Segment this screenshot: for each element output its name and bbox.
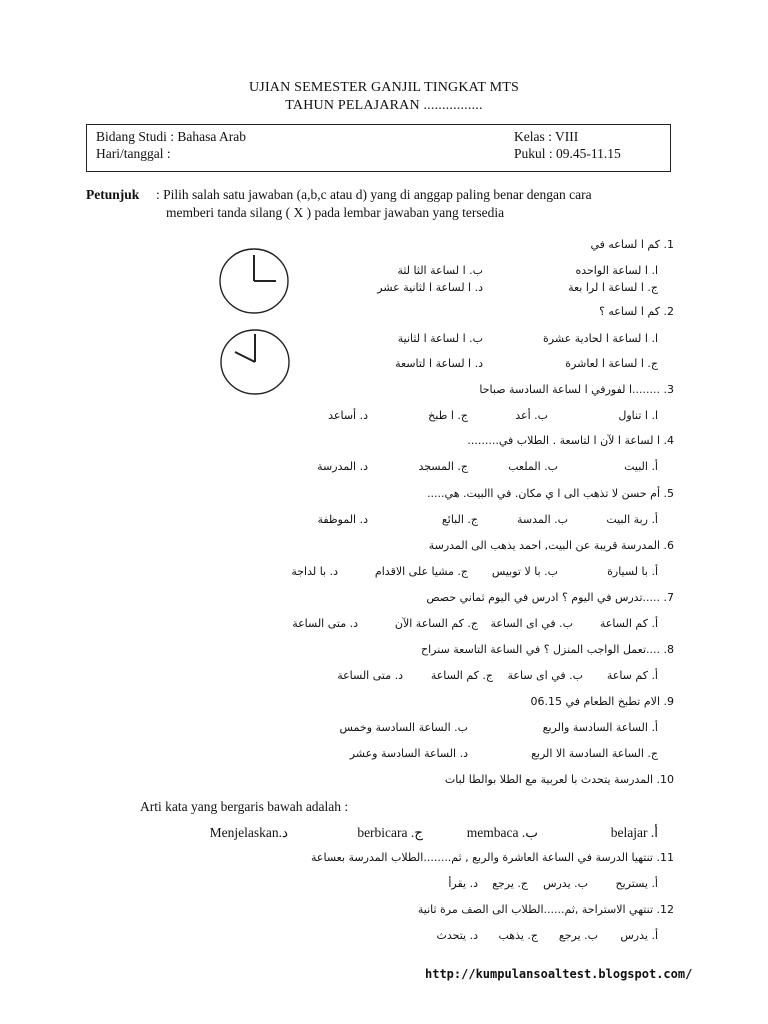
option: ب. المدسة <box>516 513 568 526</box>
option: ج. يرجع <box>492 877 528 890</box>
option: د. با لداجة <box>291 565 338 578</box>
option: ج. ا لساعة ا لرا بعة <box>568 281 658 294</box>
option: ج. البائع <box>441 513 478 526</box>
option: أ. يدرس <box>620 929 658 942</box>
option: د. ا لساعة ا لثانية عشر <box>377 281 483 294</box>
question-8: 8. ....تعمل الواجب المنزل ؟ في الساعة التاسعة سنراح <box>421 643 674 656</box>
option: أ. كم الساعة <box>599 617 658 630</box>
option: أ. كم ساعة <box>606 669 658 682</box>
option: د. المدرسة <box>317 460 368 473</box>
subject-label: Bidang Studi : Bahasa Arab <box>96 129 246 144</box>
time-label: Pukul : 09.45-11.15 <box>514 146 621 161</box>
question-11: 11. تنتهيا الدرسة في الساعة العاشرة والربع , ثم........الطلاب المدرسة بعساعة <box>311 851 674 864</box>
option: ب. يرجع <box>558 929 598 942</box>
option: ب. ا لساعة ا لثانية <box>397 332 483 345</box>
option: د. يتحدث <box>436 929 478 942</box>
question-2: 2. كم ا لساعه ؟ <box>599 305 674 318</box>
option: ب. يدرس <box>543 877 588 890</box>
option: د. الساعة السادسة وعشر <box>349 747 468 760</box>
question-7: 7. .....تدرس في اليوم ؟ ادرس في اليوم ثماني حصص <box>426 591 674 604</box>
question-5: 5. أم حسن لا تذهب الى ا ي مكان. في االبيت. هي..... <box>427 487 674 500</box>
exam-title: UJIAN SEMESTER GANJIL TINGKAT MTS <box>248 80 520 95</box>
question-9: 9. الام تطبخ الطعام في 06.15 <box>530 695 674 708</box>
option: ب. با لا توبيس <box>491 565 558 578</box>
option: أ. يستريح <box>615 877 658 890</box>
option: ج. مشيا على الاقدام <box>374 565 468 578</box>
option: ا. ا تناول <box>618 409 658 422</box>
option: ج. ا لساعة ا لعاشرة <box>565 357 658 370</box>
option: ج. المسجد <box>418 460 468 473</box>
option: أ. ربة البيت <box>606 513 658 526</box>
meaning-prompt: Arti kata yang bergaris bawah adalah : <box>140 799 349 814</box>
question-6: 6. المدرسة قريبة عن البيت, احمد يذهب الى المدرسة <box>428 539 674 552</box>
option: أ. با لسيارة <box>607 565 658 578</box>
clock-icon <box>219 328 291 396</box>
option: ب. في اى ساعة <box>507 669 583 682</box>
option: د. متى الساعة <box>337 669 403 682</box>
instructions-line2: memberi tanda silang ( X ) pada lembar jawaban yang tersedia <box>166 205 505 220</box>
instructions-label: Petunjuk <box>86 187 140 202</box>
date-label: Hari/tanggal : <box>96 146 171 161</box>
option: ج. الساعة السادسة الا الربع <box>531 747 658 760</box>
option: ج. يذهب <box>498 929 538 942</box>
option: ج. ا طبخ <box>428 409 468 422</box>
option: أ. البيت <box>624 460 658 473</box>
question-4: 4. ا لساعة ا لآن ا لتاسعة . الطلاب في......... <box>467 434 674 447</box>
question-10: 10. المدرسة يتحدث با لعربية مع الطلا بوالطا لبات <box>444 773 674 786</box>
option: د. ا لساعة ا لتاسعة <box>395 357 483 370</box>
option: د. أساعد <box>328 409 368 422</box>
question-1: 1. كم ا لساعه في <box>590 238 674 251</box>
option: ب. membaca <box>466 825 538 840</box>
footer-url[interactable]: http://kumpulansoaltest.blogspot.com/ <box>425 967 693 981</box>
option: ب. في اى الساعة <box>490 617 573 630</box>
instructions-line1: : Pilih salah satu jawaban (a,b,c atau d) yang di anggap paling benar dengan cara <box>156 187 592 202</box>
option: أ. الساعة السادسة والربع <box>542 721 658 734</box>
class-label: Kelas : VIII <box>514 129 579 144</box>
option: ب. الملعب <box>508 460 558 473</box>
option: د. الموظفة <box>317 513 368 526</box>
option: ا. ا لساعة ا لحادية عشرة <box>543 332 658 345</box>
option: ب. ا لساعة الثا لثة <box>397 264 483 277</box>
option: أ. belajar <box>610 825 658 840</box>
option: ب. أعد <box>515 409 548 422</box>
option: د. يقرأ <box>448 877 478 890</box>
option: ج. كم الساعة الآن <box>394 617 478 630</box>
question-3: 3. ........ا لفورفي ا لساعة السادسة صباحا <box>479 383 674 396</box>
exam-year: TAHUN PELAJARAN ................ <box>285 98 483 113</box>
option: د.Menjelaskan <box>209 825 288 840</box>
question-12: 12. تنتهي الاستراحة ,ثم......الطلاب الى الصف مرة ثانية <box>417 903 674 916</box>
option: ا. ا لساعة الواحده <box>575 264 658 277</box>
option: ج. كم الساعة <box>430 669 493 682</box>
option: ج. berbicara <box>357 825 423 840</box>
option: د. متى الساعة <box>292 617 358 630</box>
clock-icon <box>218 247 290 315</box>
option: ب. الساعة السادسة وخمس <box>339 721 468 734</box>
